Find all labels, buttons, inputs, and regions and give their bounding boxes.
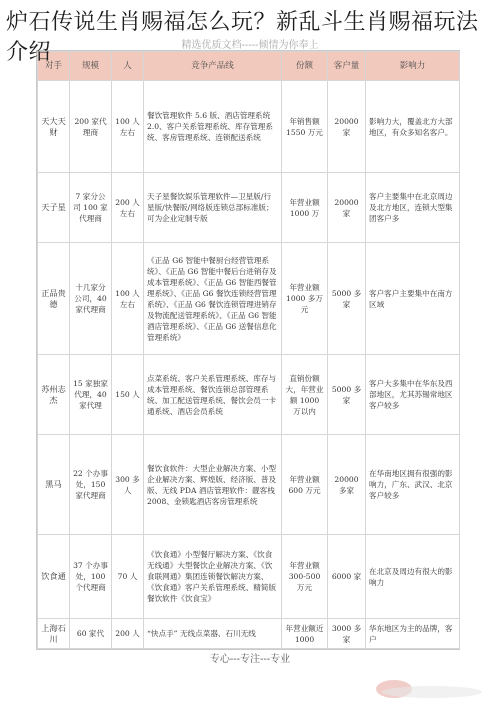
header-products: 竞争产品线 [144,52,282,81]
header-influence: 影响力 [366,52,460,81]
header-staff: 人 [112,52,144,81]
cell-share: 年销售额 1550 万元 [282,81,328,173]
cell-customers: 3000 多家 [328,619,366,649]
header-opponent: 对手 [38,52,70,81]
header-share: 份额 [282,52,328,81]
cell-name: 天大天财 [38,81,70,173]
cell-customers: 6000 家 [328,535,366,619]
table-row [38,619,460,649]
table-row [38,355,460,435]
cell-name: 天子星 [38,173,70,243]
cell-influence: 影响力大，覆盖北方大部地区，有众多知名客户。 [366,81,460,173]
cell-influence: 客户主要集中在北京周边及北方地区，连锁大型集团客户多 [366,173,460,243]
document-subtitle: 精选优质文档-----倾情为你奉上 [181,40,319,51]
cell-name: 上海石川 [38,619,70,649]
cell-staff: 200 人左右 [112,173,144,243]
cell-influence: 客户大多集中在华东及西部地区，尤其苏锡常地区客户较多 [366,355,460,435]
cell-products: 餐饮食软件：大型企业解决方案、小型企业解决方案、辉煌版、经济版、普及版、无线 PDA 酒店管理软件：靓客栈 2008、金锁匙酒店客房管理系统 [144,435,282,535]
cell-products: 点菜系统、客户关系管理系统、库存与成本管理系统、餐饮连锁总部管理系统、加工配送管理系统、餐饮会员一卡通系统、酒店会员系统 [144,355,282,435]
cell-scale: 22 个办事处，150 家代理商 [70,435,112,535]
cell-share: 年营业额近 1000 [282,619,328,649]
cell-scale: 7 家分公司 100 家代理商 [70,173,112,243]
page-title: 炉石传说生肖赐福怎么玩？新乱斗生肖赐福玩法介绍 [6,10,479,65]
document-footer: 专心---专注---专业 [209,654,291,665]
cell-products: 《饮食通》小型餐厅解决方案、《饮食无线通》大型餐饮企业解决方案、《饮食联网通》集团连锁餐饮解决方案、《饮食通》客户关系管理系统、精简版餐饮软件《饮食宝》 [144,535,282,619]
table-row [38,173,460,243]
cell-influence: 在北京及周边有很大的影响力 [366,535,460,619]
cell-scale: 37 个办事处，100 个代理商 [70,535,112,619]
header-customers: 客户量 [328,52,366,81]
table-row [38,435,460,535]
cell-customers: 5000 多家 [328,355,366,435]
cell-share: 年营业额 600 万元 [282,435,328,535]
cell-staff: 70 人 [112,535,144,619]
cell-products: 《正品 G6 智能中餐厨台经营管理系统》、《正品 G6 智能中餐后台进销存及成本管理系统》、《正品 G6 智能西餐管理系统》、《正品 G6 餐饮连锁经营管理系统》、《正品 G6 餐饮连锁管理进销存及物流配送管理系统》、《正品 G6 智能酒店管理系统》、《正品 G6 送餐信息化管理系统》 [144,243,282,355]
cell-customers: 20000 多家 [328,435,366,535]
table-row [38,243,460,355]
cell-name: 黑马 [38,435,70,535]
competitor-table [36,50,460,650]
cell-staff: 300 多人 [112,435,144,535]
cell-influence: 客户客户主要集中在南方区域 [366,243,460,355]
cell-share: 年营业额 300-500 万元 [282,535,328,619]
cell-scale: 15 家独家代理，40 家代理 [70,355,112,435]
cell-share: 年营业额 1000 多万元 [282,243,328,355]
cell-products: “快点手” 无线点菜器、石川无线 [144,619,282,649]
cell-share: 年营业额 1000 万 [282,173,328,243]
cell-staff: 150 人 [112,355,144,435]
watermark-logo-icon [372,672,492,702]
cell-share: 直销份额大，年营业额 1000 万以内 [282,355,328,435]
cell-staff: 200 人 [112,619,144,649]
cell-products: 天子星餐饮娱乐管理软件—卫星版/行星版/快餐版/网络版连锁总部标准版；可为企业定制专版 [144,173,282,243]
cell-scale: 十几家分公司，40 家代理商 [70,243,112,355]
cell-name: 饮食通 [38,535,70,619]
cell-scale: 200 家代理商 [70,81,112,173]
cell-customers: 5000 多家 [328,243,366,355]
cell-customers: 20000 家 [328,81,366,173]
cell-scale: 60 家代 [70,619,112,649]
cell-name: 正品贵德 [38,243,70,355]
cell-influence: 在华南地区拥有很强的影响力，广东、武汉、北京客户较多 [366,435,460,535]
cell-staff: 100 人左右 [112,81,144,173]
cell-products: 餐饮管理软件 5.6 版、酒店管理系统 2.0、客户关系管理系统、库存管理系统、客房管理系统、连锁配送系统 [144,81,282,173]
header-scale: 规模 [70,52,112,81]
table-row [38,81,460,173]
table-row [38,535,460,619]
cell-name: 苏州志杰 [38,355,70,435]
cell-customers: 20000 家 [328,173,366,243]
cell-staff: 100 人左右 [112,243,144,355]
cell-influence: 华东地区为主的品牌，客户 [366,619,460,649]
